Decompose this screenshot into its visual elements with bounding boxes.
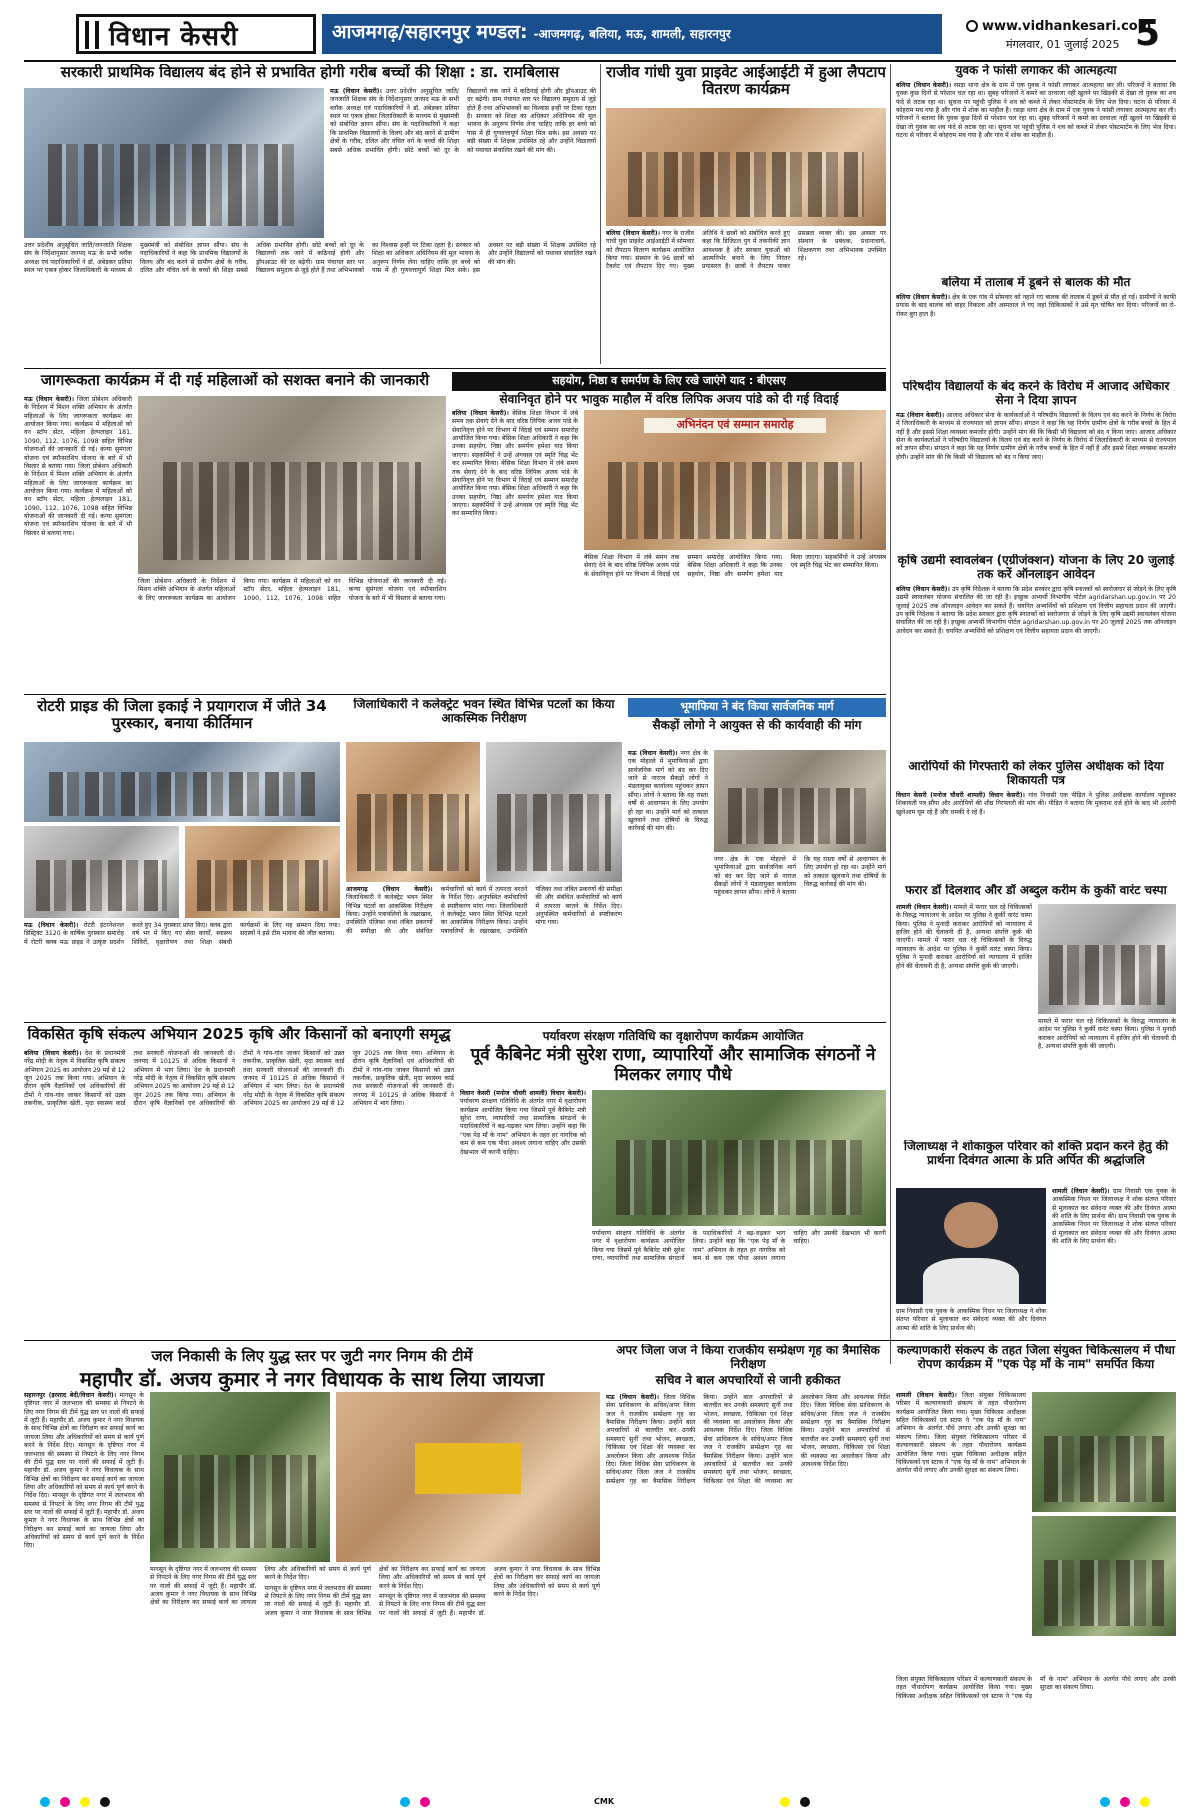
body-text: जिला संयुक्त चिकित्सालय परिसर में कल्याणकारी संकल्प के तहत पौधारोपण कार्यक्रम आयोजित किया गया। मुख्य चिकित्सा अधीक्षक सहित चिकित्सकों एवं स्टाफ ने "एक पेड़ माँ के नाम" अभियान के अंतर्गत पौधे लगाए और उनकी सुरक्षा का संकल्प लिया। — [896, 1433, 1027, 1475]
photo-plantation — [592, 1090, 886, 1226]
photo-award-hall — [24, 742, 340, 822]
body-text: जिला विधिक सेवा प्राधिकरण के सचिव/अपर जिला जज ने राजकीय सम्प्रेक्षण गृह का त्रैमासिक निरीक्षण किया। उन्होंने बाल अपचारियों से बातचीत कर उनकी समस्याएं सुनीं तथा भोजन, स्वच्छता, चिकित्सा एवं शिक्षा की व्यवस्था का अवलोकन किया और आवश्यक निर्देश दिए। — [800, 1402, 890, 1468]
story-condolence — [896, 1140, 1176, 1340]
story-body — [24, 1392, 144, 1788]
print-registration-strip — [0, 1795, 1200, 1811]
issue-date: मंगलवार, 01 जुलाई 2025 — [1006, 38, 1120, 51]
story-arrest-demand — [896, 760, 1176, 880]
body-text: ग्राम निवासी एक युवक के आकस्मिक निधन पर जिलाध्यक्ष ने शोक संतप्त परिवार से मुलाकात कर संवेदना व्यक्त की और दिवंगत आत्मा की शांति के लिए प्रार्थना की। — [1052, 1213, 1176, 1246]
byline: शामली (विधान केसरी)। — [1052, 1188, 1110, 1195]
cyan-mark-icon — [400, 1797, 410, 1807]
masthead — [60, 14, 1160, 56]
story-body — [460, 1090, 586, 1336]
photo-excavator — [336, 1392, 600, 1562]
headline: सरकारी प्राथमिक विद्यालय बंद होने से प्रभावित होगी गरीब बच्चों की शिक्षा : डा. रामबिलास — [60, 64, 560, 81]
body-text: जिला संयुक्त चिकित्सालय परिसर में कल्याणकारी संकल्प के तहत पौधारोपण कार्यक्रम आयोजित किया गया। मुख्य चिकित्सा अधीक्षक सहित चिकित्सकों एवं स्टाफ ने "एक पेड़ माँ के नाम" अभियान के अंतर्गत पौधे लगाए और उनकी सुरक्षा का संकल्प लिया। — [896, 1676, 1176, 1700]
story-body-continued — [138, 578, 446, 690]
page-number: 5 — [1135, 13, 1161, 54]
story-body — [24, 1050, 454, 1336]
byline: शामली (विधान केसरी)। — [896, 904, 952, 911]
column-rule — [890, 64, 891, 1364]
story-dm-inspection — [346, 698, 622, 1018]
body-text: मानसून के दृष्टिगत नगर में जलभराव की समस्या से निपटने के लिए नगर निगम की टीमें युद्ध स्तर पर नालों की सफाई में जुटी हैं। महापौर डॉ. अजय कुमार ने नगर विधायक के साथ विभिन्न क्षेत्रों का निरीक्षण कर सफाई कार्य का जायजा लिया और अधिकारियों को समय से कार्य पूर्ण करने के निर्देश दिए। — [24, 1392, 144, 1450]
story-judge-inspection — [606, 1344, 890, 1788]
website-label: www.vidhankesari.com — [982, 19, 1152, 34]
story-body — [896, 294, 1176, 376]
headline: विकसित कृषि संकल्प अभियान 2025 कृषि और किसानों को बनाएगी समृद्ध — [27, 1026, 451, 1043]
magenta-mark-icon — [60, 1797, 70, 1807]
kicker: भूमाफिया ने बंद किया सार्वजनिक मार्ग — [628, 698, 886, 717]
story-body — [452, 410, 578, 690]
kicker: पर्यावरण संरक्षण गतिविधि का वृक्षारोपण कार्यक्रम आयोजित — [542, 1029, 804, 1043]
body-text: पर्यावरण संरक्षण गतिविधि के अंतर्गत नगर में वृक्षारोपण कार्यक्रम आयोजित किया गया जिसमें पूर्व कैबिनेट मंत्री सुरेश राणा, व्यापारियों तथा सामाजिक संगठनों के पदाधिकारियों ने बढ़-चढ़कर भाग लिया। उन्होंने कहा कि "एक पेड़ माँ के नाम" अभियान के तहत हर नागरिक को कम से कम एक पौधा अवश्य लगाना चाहिए और उसकी देखभाल भी करनी चाहिए। — [592, 1230, 886, 1263]
byline: आजमगढ़ (विधान केसरी)। — [346, 886, 433, 893]
website[interactable] — [966, 18, 1151, 36]
yellow-mark-icon — [780, 1797, 790, 1807]
story-drainage — [24, 1344, 600, 1788]
byline: मऊ (विधान केसरी)। — [896, 412, 945, 419]
photo-felicitation — [584, 410, 886, 550]
yellow-mark-icon — [1140, 1797, 1150, 1807]
headline: कृषि उद्यमी स्वावलंबन (एग्रीजंक्शन) योजना के लिए 20 जुलाई तक करें ऑनलाइन आवेदन — [897, 554, 1175, 581]
black-mark-icon — [100, 1797, 110, 1807]
body-text: मामले में फरार चल रहे चिकित्सकों के विरुद्ध न्यायालय के आदेश पर पुलिस ने कुर्की वारंट चस्पा किया। पुलिस ने मुनादी कराकर आरोपियों को न्यायालय में हाजिर होने की चेतावनी दी है, अन्यथा संपत्ति कुर्क की जाएगी। — [896, 937, 1033, 970]
headline: युवक ने फांसी लगाकर की आत्महत्या — [955, 64, 1117, 77]
story-women-awareness — [24, 372, 446, 690]
portrait-photo — [896, 1188, 1046, 1304]
body-text: बेसिक शिक्षा विभाग में लंबे समय तक सेवाएं देने के बाद वरिष्ठ लिपिक अजय पांडे के सेवानिवृत्त होने पर विभाग में विदाई एवं सम्मान समारोह आयोजित किया गया। बेसिक शिक्षा अधिकारी ने कहा कि उनका सहयोग, निष्ठा और समर्पण हमेशा याद किया जाएगा। सहकर्मियों ने उन्हें अंगवस्त्र एवं स्मृति चिह्न भेंट कर सम्मानित किया। — [452, 410, 578, 468]
story-blocked-road — [628, 698, 886, 1018]
byline: बलिया (विधान केसरी)। — [896, 294, 950, 301]
story-body — [606, 230, 886, 364]
byline: मऊ (विधान केसरी)। — [606, 1394, 659, 1401]
story-body — [896, 904, 1032, 1134]
story-body — [1052, 1188, 1176, 1340]
headline: जागरूकता कार्यक्रम में दी गई महिलाओं को सशक्त बनाने की जानकारी — [40, 372, 430, 389]
headline: कल्याणकारी संकल्प के तहत जिला संयुक्त चिकित्सालय में पौधा रोपण कार्यक्रम में "एक पेड़ माँ के नाम" समर्पित किया — [897, 1344, 1175, 1371]
body-text: मानसून के दृष्टिगत नगर में जलभराव की समस्या से निपटने के लिए नगर निगम की टीमें युद्ध स्तर पर नालों की सफाई में जुटी हैं। महापौर डॉ. अजय कुमार ने नगर विधायक के साथ विभिन्न क्षेत्रों का निरीक्षण कर सफाई कार्य का जायजा लिया और अधिकारियों को समय से कार्य पूर्ण करने के निर्देश दिए। — [264, 1566, 486, 1617]
byline: मऊ (विधान केसरी)। — [330, 88, 382, 95]
photo-police — [1038, 904, 1176, 1014]
story-body-continued — [896, 1308, 1046, 1340]
body-text: जिलाधिकारी ने कलेक्ट्रेट भवन स्थित विभिन्न पटलों का आकस्मिक निरीक्षण किया। उन्होंने पत्रावलियों के रखरखाव, उपस्थिति पंजिका तथा लंबित प्रकरणों की समीक्षा की और संबंधित कर्मचारियों को कार्य में तत्परता बरतने के निर्देश दिए। अनुपस्थित कर्मचारियों से स्पष्टीकरण मांगा गया। — [440, 886, 622, 935]
story-body — [896, 1392, 1026, 1672]
region-banner — [322, 14, 942, 54]
body-text: बेसिक शिक्षा विभाग में लंबे समय तक सेवाएं देने के बाद वरिष्ठ लिपिक अजय पांडे के सेवानिवृत्त होने पर विभाग में विदाई एवं सम्मान समारोह आयोजित किया गया। बेसिक शिक्षा अधिकारी ने कहा कि उनका सहयोग, निष्ठा और समर्पण हमेशा याद किया जाएगा। सहकर्मियों ने उन्हें अंगवस्त्र एवं स्मृति चिह्न भेंट कर सम्मानित किया। — [452, 460, 578, 518]
body-text: उप कृषि निदेशक ने बताया कि प्रदेश सरकार द्वारा कृषि स्नातकों को स्वरोजगार से जोड़ने के लिए कृषि उद्यमी स्वावलंबन योजना संचालित की जा रही है। इच्छुक अभ्यर्थी विभागीय पोर्टल agridarshan.up.gov.in पर 20 जुलाई 2025 तक ऑनलाइन आवेदन कर सकते हैं। चयनित अभ्यर्थियों को प्रशिक्षण एवं वित्तीय सहायता प्रदान की जाएगी। — [896, 611, 1176, 635]
body-text: मानसून के दृष्टिगत नगर में जलभराव की समस्या से निपटने के लिए नगर निगम की टीमें युद्ध स्तर पर नालों की सफाई में जुटी हैं। महापौर डॉ. अजय कुमार ने नगर विधायक के साथ विभिन्न क्षेत्रों का निरीक्षण कर सफाई कार्य का जायजा लिया और अधिकारियों को समय से कार्य पूर्ण करने के निर्देश दिए। — [150, 1566, 371, 1607]
photo-inspection-1 — [346, 742, 480, 882]
photo-laptop-event — [606, 108, 886, 226]
headline: जिलाध्यक्ष ने शोकाकुल परिवार को शक्ति प्रदान करने हेतु की प्रार्थना दिवंगत आत्मा के प्रति अर्पित की श्रद्धांजलि — [903, 1140, 1169, 1167]
story-retirement-farewell — [452, 372, 886, 690]
byline: सहारनपुर (इरशाद बेदी/विधान केसरी)। — [24, 1392, 117, 1399]
story-body — [24, 396, 132, 690]
story-agri-campaign — [24, 1026, 454, 1336]
story-body-continued — [1038, 1018, 1176, 1134]
byline: विधान केसरी (मनोज चौधरी शामली) विधान केसरी)। — [460, 1090, 586, 1097]
body-text: देश के प्रधानमंत्री नरेंद्र मोदी के नेतृत्व में विकसित कृषि संकल्प अभियान 2025 का आयोजन 29 मई से 12 जून 2025 तक किया गया। अभियान के दौरान कृषि वैज्ञानिकों एवं अधिकारियों की टीमों ने गांव-गांव जाकर किसानों को उन्नत तकनीक, प्राकृतिक खेती, मृदा स्वास्थ्य कार्ड तथा सरकारी योजनाओं की जानकारी दी। जनपद में 10125 से अधिक किसानों ने अभियान में भाग लिया। — [243, 1050, 454, 1108]
body-text: आजाद अधिकार सेना के कार्यकर्ताओं ने परिषदीय विद्यालयों के विलय एवं बंद करने के निर्णय के विरोध में जिलाधिकारी के माध्यम से राज्यपाल को ज्ञापन सौंपा। संगठन ने कहा कि यह निर्णय ग्रामीण क्षेत्रों के गरीब बच्चों के हित में नहीं है और इससे शिक्षा व्यवस्था कमजोर होगी। उन्होंने मांग की कि किसी भी विद्यालय को बंद न किया जाए। — [896, 412, 1176, 436]
story-body — [896, 792, 1176, 880]
body-text: देश के प्रधानमंत्री नरेंद्र मोदी के नेतृत्व में विकसित कृषि संकल्प अभियान 2025 का आयोजन 29 मई से 12 जून 2025 तक किया गया। अभियान के दौरान कृषि वैज्ञानिकों एवं अधिकारियों की टीमों ने गांव-गांव जाकर किसानों को उन्नत तकनीक, प्राकृतिक खेती, मृदा स्वास्थ्य कार्ड तथा सरकारी योजनाओं की जानकारी दी। जनपद में 10125 से अधिक किसानों ने अभियान में भाग लिया। — [24, 1050, 235, 1108]
divider — [24, 1340, 1176, 1341]
body-text: बेसिक शिक्षा विभाग में लंबे समय तक सेवाएं देने के बाद वरिष्ठ लिपिक अजय पांडे के सेवानिवृत्त होने पर विभाग में विदाई एवं सम्मान समारोह आयोजित किया गया। बेसिक शिक्षा अधिकारी ने कहा कि उनका सहयोग, निष्ठा और समर्पण हमेशा याद किया जाएगा। सहकर्मियों ने उन्हें अंगवस्त्र एवं स्मृति चिह्न भेंट कर सम्मानित किया। — [584, 554, 886, 578]
newspaper-title: विधान केसरी — [109, 22, 239, 52]
photo-award-2 — [185, 826, 340, 918]
body-text: जिलाधिकारी ने कलेक्ट्रेट भवन स्थित विभिन्न पटलों का आकस्मिक निरीक्षण किया। उन्होंने पत्रावलियों के रखरखाव, उपस्थिति पंजिका तथा लंबित प्रकरणों की समीक्षा की और संबंधित कर्मचारियों को कार्य में तत्परता बरतने के निर्देश दिए। अनुपस्थित कर्मचारियों से स्पष्टीकरण मांगा गया। — [346, 886, 528, 935]
headline: सेवानिवृत होने पर भावुक माहौल में वरिष्ठ लिपिक अजय पांडे को दी गई विदाई — [499, 391, 839, 406]
byline: मऊ (विधान केसरी)। — [24, 396, 74, 403]
story-body-continued — [592, 1230, 886, 1336]
body-text: उप कृषि निदेशक ने बताया कि प्रदेश सरकार द्वारा कृषि स्नातकों को स्वरोजगार से जोड़ने के लिए कृषि उद्यमी स्वावलंबन योजना संचालित की जा रही है। इच्छुक अभ्यर्थी विभागीय पोर्टल agridarshan.up.gov.in पर 20 जुलाई 2025 तक ऑनलाइन आवेदन कर सकते हैं। चयनित अभ्यर्थियों को प्रशिक्षण एवं वित्तीय सहायता प्रदान की जाएगी। — [896, 586, 1176, 610]
headline: पूर्व कैबिनेट मंत्री सुरेश राणा, व्यापारियों और सामाजिक संगठनों ने मिलकर लगाए पौधे — [470, 1045, 876, 1085]
story-hospital-plantation — [896, 1344, 1176, 1788]
cyan-mark-icon — [1100, 1797, 1110, 1807]
body-text: मानसून के दृष्टिगत नगर में जलभराव की समस्या से निपटने के लिए नगर निगम की टीमें युद्ध स्तर पर नालों की सफाई में जुटी हैं। महापौर डॉ. अजय कुमार ने नगर विधायक के साथ विभिन्न क्षेत्रों का निरीक्षण कर सफाई कार्य का जायजा लिया और अधिकारियों को समय से कार्य पूर्ण करने के निर्देश दिए। — [24, 1492, 144, 1550]
body-text: आजाद अधिकार सेना के कार्यकर्ताओं ने परिषदीय विद्यालयों के विलय एवं बंद करने के निर्णय के विरोध में जिलाधिकारी के माध्यम से राज्यपाल को ज्ञापन सौंपा। संगठन ने कहा कि यह निर्णय ग्रामीण क्षेत्रों के गरीब बच्चों के हित में नहीं है और इससे शिक्षा व्यवस्था कमजोर होगी। उन्होंने मांग की कि किसी भी विद्यालय को बंद न किया जाए। — [896, 428, 1176, 461]
headline: परिषदीय विद्यालयों के बंद करने के विरोध में आजाद अधिकार सेना ने दिया ज्ञापन — [902, 380, 1170, 407]
cyan-mark-icon — [40, 1797, 50, 1807]
subheadline: सचिव ने बाल अपचारियों से जानी हकीकत — [655, 1373, 841, 1387]
cmk-label: CMK — [594, 1797, 615, 1806]
headline: रोटरी प्राइड की जिला इकाई ने प्रयागराज में जीते 34 पुरस्कार, बनाया कीर्तिमान — [37, 698, 327, 733]
headline: आरोपियों की गिरफ्तारी को लेकर पुलिस अधीक्षक को दिया शिकायती पत्र — [908, 760, 1164, 787]
body-text: देश के प्रधानमंत्री नरेंद्र मोदी के नेतृत्व में विकसित कृषि संकल्प अभियान 2025 का आयोजन 29 मई से 12 जून 2025 तक किया गया। अभियान के दौरान कृषि वैज्ञानिकों एवं अधिकारियों की टीमों ने गांव-गांव जाकर किसानों को उन्नत तकनीक, प्राकृतिक खेती, मृदा स्वास्थ्य कार्ड तथा सरकारी योजनाओं की जानकारी दी। जनपद में 10125 से अधिक किसानों ने अभियान में भाग लिया। — [133, 1050, 345, 1108]
headline: सैकड़ों लोगो ने आयुक्त से की कार्यवाही की मांग — [652, 717, 862, 732]
column-rule — [600, 64, 601, 364]
body-text: पर्यावरण संरक्षण गतिविधि के अंतर्गत नगर में वृक्षारोपण कार्यक्रम आयोजित किया गया जिसमें पूर्व कैबिनेट मंत्री सुरेश राणा, व्यापारियों तथा सामाजिक संगठनों के पदाधिकारियों ने बढ़-चढ़कर भाग लिया। उन्होंने कहा कि "एक पेड़ माँ के नाम" अभियान के तहत हर नागरिक को कम से कम एक पौधा अवश्य लगाना चाहिए और उसकी देखभाल भी करनी चाहिए। — [460, 1098, 586, 1156]
newspaper-logo — [76, 14, 316, 54]
story-tree-plantation — [460, 1026, 886, 1336]
magenta-mark-icon — [1120, 1797, 1130, 1807]
region-districts: -आजमगढ़, बलिया, मऊ, शामली, सहारनपुर — [533, 27, 731, 41]
divider — [24, 60, 1176, 62]
kicker: सहयोग, निष्ठा व समर्पण के लिए रखे जाएंगे याद : बीएसए — [452, 372, 886, 391]
story-school-merger-protest — [896, 380, 1176, 550]
photo-awareness-program — [138, 396, 446, 574]
story-suicide — [896, 64, 1176, 274]
story-body — [346, 886, 622, 1018]
body-text: नगर क्षेत्र के एक मोहल्ले में भूमाफियाओं द्वारा सार्वजनिक मार्ग को बंद कर दिए जाने से नाराज सैकड़ों लोगों ने मंडलायुक्त कार्यालय पहुंचकर ज्ञापन सौंपा। लोगों ने बताया कि यह रास्ता वर्षों से आवागमन के लिए उपयोग हो रहा था। उन्होंने मार्ग को तत्काल खुलवाने तथा दोषियों के विरुद्ध कार्रवाई की मांग की। — [628, 750, 708, 833]
body-text: मामले में फरार चल रहे चिकित्सकों के विरुद्ध न्यायालय के आदेश पर पुलिस ने कुर्की वारंट चस्पा किया। पुलिस ने मुनादी कराकर आरोपियों को न्यायालय में हाजिर होने की चेतावनी दी है, अन्यथा संपत्ति कुर्क की जाएगी। — [1038, 1018, 1176, 1051]
body-text: ग्राम निवासी एक युवक के आकस्मिक निधन पर जिलाध्यक्ष ने शोक संतप्त परिवार से मुलाकात कर संवेदना व्यक्त की और दिवंगत आत्मा की शांति के लिए प्रार्थना की। — [1052, 1188, 1176, 1221]
photo-inspection-2 — [486, 742, 622, 882]
yellow-mark-icon — [80, 1797, 90, 1807]
story-body — [330, 88, 596, 238]
black-mark-icon — [800, 1797, 810, 1807]
headline: जिलाधिकारी ने कलेक्ट्रेट भवन स्थित विभिन्न पटलों का किया आकस्मिक निरीक्षण — [353, 698, 615, 725]
body-text: मामले में फरार चल रहे चिकित्सकों के विरुद्ध न्यायालय के आदेश पर पुलिस ने कुर्की वारंट चस्पा किया। पुलिस ने मुनादी कराकर आरोपियों को न्यायालय में हाजिर होने की चेतावनी दी है, अन्यथा संपत्ति कुर्क की जाएगी। — [896, 904, 1032, 945]
body-text: नगर क्षेत्र के एक मोहल्ले में भूमाफियाओं द्वारा सार्वजनिक मार्ग को बंद कर दिए जाने से नाराज सैकड़ों लोगों ने मंडलायुक्त कार्यालय पहुंचकर ज्ञापन सौंपा। लोगों ने बताया कि यह रास्ता वर्षों से आवागमन के लिए उपयोग हो रहा था। उन्होंने मार्ग को तत्काल खुलवाने तथा दोषियों के विरुद्ध कार्रवाई की मांग की। — [714, 856, 886, 897]
divider — [24, 1022, 886, 1023]
body-text: जिला विधिक सेवा प्राधिकरण के सचिव/अपर जिला जज ने राजकीय सम्प्रेक्षण गृह का त्रैमासिक निरीक्षण किया। उन्होंने बाल अपचारियों से बातचीत कर उनकी समस्याएं सुनीं तथा भोजन, स्वच्छता, चिकित्सा एवं शिक्षा की व्यवस्था का अवलोकन किया और आवश्यक निर्देश दिए। — [606, 1394, 793, 1485]
body-text: रसड़ा थाना क्षेत्र के ग्राम में एक युवक ने फांसी लगाकर आत्महत्या कर ली। परिजनों ने बताया कि युवक कुछ दिनों से परेशान चल रहा था। सुबह परिजनों ने कमरे का दरवाजा नहीं खुलने पर खिड़की से देखा तो युवक का शव फंदे से लटक रहा था। सूचना पर पहुंची पुलिस ने शव को कब्जे में लेकर पोस्टमार्टम के लिए भेज दिया। घटना से परिवार में कोहराम मच गया है और गांव में शोक का माहौल है। — [896, 82, 1176, 115]
body-text: उत्तर प्रदेशीय अनुसूचित जाति/जनजाति शिक्षक संघ के निर्देशानुसार जनपद मऊ के सभी ब्लॉक अध्यक्ष एवं पदाधिकारियों ने डॉ. अंबेडकर प्रतिमा स्थल पर एकत्र होकर जिलाधिकारी के माध्यम से मुख्यमंत्री को संबोधित ज्ञापन सौंपा। संघ के पदाधिकारियों ने कहा कि प्राथमिक विद्यालयों के विलय और बंद करने से ग्रामीण क्षेत्रों के गरीब, दलित और वंचित वर्ग के बच्चों की शिक्षा सबसे अधिक प्रभावित होगी। छोटे बच्चों को दूर के विद्यालयों तक जाने में कठिनाई होगी और ड्रॉपआउट की दर बढ़ेगी। ग्राम पंचायत स्तर पर विद्यालय समुदाय से जुड़े होते हैं तथा अभिभावकों का विश्वास इन्हीं पर टिका रहता है। सरकार को शिक्षा का अधिकार अधिनियम की मूल भावना के अनुरूप निर्णय लेना चाहिए ताकि हर बच्चे को पास में ही गुणवत्तापूर्ण शिक्षा मिल सके। इस अवसर पर बड़ी संख्या में शिक्षक उपस्थित रहे और उन्होंने विद्यालयों को यथावत संचालित रखने की मांग की। — [24, 242, 596, 275]
body-text: गांव निवासी एक पीड़ित ने पुलिस अधीक्षक कार्यालय पहुंचकर शिकायती पत्र सौंपा और आरोपियों की शीघ्र गिरफ्तारी की मांग की। पीड़ित ने बताया कि मुकदमा दर्ज होने के बाद भी आरोपी खुलेआम घूम रहे हैं और धमकी दे रहे हैं। — [896, 792, 1176, 816]
photo-protest — [714, 750, 886, 852]
story-body-continued — [150, 1566, 600, 1788]
region-title: आजमगढ़/सहारनपुर मण्डल: — [332, 21, 528, 43]
headline: महापौर डॉ. अजय कुमार ने नगर विधायक के साथ लिया जायजा — [79, 1367, 545, 1392]
byline: मऊ (विधान केसरी)। — [24, 922, 79, 929]
byline: बलिया (विधान केसरी)। — [896, 82, 952, 89]
magenta-mark-icon — [420, 1797, 430, 1807]
headline: राजीव गांधी युवा प्राइवेट आईआईटी में हुआ लैपटाप वितरण कार्यक्रम — [606, 64, 886, 99]
excavator-icon — [415, 1443, 521, 1494]
body-text: जिला प्रोबेशन अधिकारी के निर्देशन में मिशन शक्ति अभियान के अंतर्गत महिलाओं के लिए जागरूकता कार्यक्रम का आयोजन किया गया। कार्यक्रम में महिलाओं को वन स्टॉप सेंटर, महिला हेल्पलाइन 181, 1090, 112, 1076, 1098 सहित विभिन्न योजनाओं की जानकारी दी गई। कन्या सुमंगला योजना एवं स्पॉन्सरशिप योजना के बारे में भी विस्तार से बताया गया। — [138, 578, 446, 602]
body-text: रसड़ा थाना क्षेत्र के ग्राम में एक युवक ने फांसी लगाकर आत्महत्या कर ली। परिजनों ने बताया कि युवक कुछ दिनों से परेशान चल रहा था। सुबह परिजनों ने कमरे का दरवाजा नहीं खुलने पर खिड़की से देखा तो युवक का शव फंदे से लटक रहा था। सूचना पर पहुंची पुलिस ने शव को कब्जे में लेकर पोस्टमार्टम के लिए भेज दिया। घटना से परिवार में कोहराम मच गया है और गांव में शोक का माहौल है। — [896, 107, 1176, 140]
body-text: रोटरी इंटरनेशनल डिस्ट्रिक्ट 3120 के वार्षिक पुरस्कार समारोह में रोटरी क्लब मऊ प्राइड ने उत्कृष्ट प्रदर्शन करते हुए 34 पुरस्कार प्राप्त किए। क्लब द्वारा वर्ष भर में किए गए सेवा कार्यों, स्वास्थ्य शिविरों, वृक्षारोपण तथा शिक्षा संबंधी कार्यक्रमों के लिए यह सम्मान दिया गया। सदस्यों ने इसे टीम भावना की जीत बताया। — [24, 922, 340, 946]
body-text: मानसून के दृष्टिगत नगर में जलभराव की समस्या से निपटने के लिए नगर निगम की टीमें युद्ध स्तर पर नालों की सफाई में जुटी हैं। महापौर डॉ. अजय कुमार ने नगर विधायक के साथ विभिन्न क्षेत्रों का निरीक्षण कर सफाई कार्य का जायजा लिया और अधिकारियों को समय से कार्य पूर्ण करने के निर्देश दिए। — [379, 1566, 600, 1617]
body-text: ग्राम निवासी एक युवक के आकस्मिक निधन पर जिलाध्यक्ष ने शोक संतप्त परिवार से मुलाकात कर संवेदना व्यक्त की और दिवंगत आत्मा की शांति के लिए प्रार्थना की। — [896, 1308, 1046, 1332]
byline: बलिया (विधान केसरी)। — [452, 410, 509, 417]
story-body-continued — [714, 856, 886, 1018]
body-text: क्षेत्र के एक गांव में सोमवार को नहाने गए बालक की तालाब में डूबने से मौत हो गई। ग्रामीणों ने काफी प्रयास के बाद बालक को बाहर निकाला और अस्पताल ले गए जहां चिकित्सकों ने उसे मृत घोषित कर दिया। परिजनों का रो-रोकर बुरा हाल है। — [896, 294, 1176, 318]
story-body — [628, 750, 708, 1018]
byline: विधान केसरी (मनोज चौधरी शामली) विधान केसरी)। — [896, 792, 1025, 799]
story-body-continued — [584, 554, 886, 690]
byline: मऊ (विधान केसरी)। — [628, 750, 678, 757]
body-text: जिला प्रोबेशन अधिकारी के निर्देशन में मिशन शक्ति अभियान के अंतर्गत महिलाओं के लिए जागरूकता कार्यक्रम का आयोजन किया गया। कार्यक्रम में महिलाओं को वन स्टॉप सेंटर, महिला हेल्पलाइन 181, 1090, 112, 1076, 1098 सहित विभिन्न योजनाओं की जानकारी दी गई। कन्या सुमंगला योजना एवं स्पॉन्सरशिप योजना के बारे में भी विस्तार से बताया गया। — [24, 462, 132, 537]
byline: बलिया (विधान केसरी)। — [606, 230, 660, 237]
story-agri-junction — [896, 554, 1176, 754]
body-text: जिला विधिक सेवा प्राधिकरण के सचिव/अपर जिला जज ने राजकीय सम्प्रेक्षण गृह का त्रैमासिक निरीक्षण किया। उन्होंने बाल अपचारियों से बातचीत कर उनकी समस्याएं सुनीं तथा भोजन, स्वच्छता, चिकित्सा एवं शिक्षा की व्यवस्था का अवलोकन किया और आवश्यक निर्देश दिए। — [703, 1394, 890, 1485]
logo-bars-icon — [85, 21, 99, 49]
body-text: उत्तर प्रदेशीय अनुसूचित जाति/जनजाति शिक्षक संघ के निर्देशानुसार जनपद मऊ के सभी ब्लॉक अध्यक्ष एवं पदाधिकारियों ने डॉ. अंबेडकर प्रतिमा स्थल पर एकत्र होकर जिलाधिकारी के माध्यम से मुख्यमंत्री को संबोधित ज्ञापन सौंपा। संघ के पदाधिकारियों ने कहा कि प्राथमिक विद्यालयों के विलय और बंद करने से ग्रामीण क्षेत्रों के गरीब, दलित और वंचित वर्ग के बच्चों की शिक्षा सबसे अधिक प्रभावित होगी। छोटे बच्चों को दूर के विद्यालयों तक जाने में कठिनाई होगी और ड्रॉपआउट की दर बढ़ेगी। ग्राम पंचायत स्तर पर विद्यालय समुदाय से जुड़े होते हैं तथा अभिभावकों का विश्वास इन्हीं पर टिका रहता है। सरकार को शिक्षा का अधिकार अधिनियम की मूल भावना के अनुरूप निर्णय लेना चाहिए ताकि हर बच्चे को पास में ही गुणवत्तापूर्ण शिक्षा मिल सके। इस अवसर पर बड़ी संख्या में शिक्षक उपस्थित रहे और उन्होंने विद्यालयों को यथावत संचालित रखने की मांग की। — [330, 88, 596, 154]
story-body — [896, 82, 1176, 274]
story-school-closure — [24, 64, 596, 364]
headline: अपर जिला जज ने किया राजकीय सम्प्रेक्षण गृह का त्रैमासिक निरीक्षण — [616, 1344, 880, 1371]
photo-hospital-2 — [1032, 1516, 1176, 1636]
globe-icon — [966, 20, 978, 32]
divider — [24, 694, 886, 695]
story-body-continued — [896, 1676, 1176, 1788]
story-laptop-distribution — [606, 64, 886, 364]
headline: बलिया में तालाब में डूबने से बालक की मौत — [941, 276, 1131, 289]
body-text: नगर के राजीव गांधी युवा प्राइवेट आईआईटी में सोमवार को लैपटाप वितरण कार्यक्रम आयोजित किया गया। संस्थान के 96 छात्रों को टैबलेट एवं लैपटाप दिए गए। मुख्य अतिथि ने छात्रों को संबोधित करते हुए कहा कि डिजिटल युग में तकनीकी ज्ञान आवश्यक है और सरकार युवाओं को आत्मनिर्भर बनाने के लिए निरंतर प्रयासरत है। छात्रों ने लैपटाप पाकर प्रसन्नता व्यक्त की। इस अवसर पर संस्थान के प्रबंधक, प्रधानाचार्य, शिक्षकगण तथा अभिभावक उपस्थित रहे। — [606, 230, 886, 271]
byline: शामली (विधान केसरी)। — [896, 1392, 957, 1399]
headline: फरार डॉ दिलशाद और डॉ अब्दुल करीम के कुर्की वारंट चस्पा — [905, 884, 1167, 897]
kicker: जल निकासी के लिए युद्ध स्तर पर जुटी नगर निगम की टीमें — [151, 1347, 473, 1365]
photo-hospital-1 — [1032, 1392, 1176, 1512]
story-body — [896, 412, 1176, 550]
byline: बलिया (विधान केसरी)। — [896, 586, 950, 593]
divider — [24, 368, 886, 369]
story-drowning — [896, 276, 1176, 376]
story-body — [896, 586, 1176, 754]
banner-caption: अभिनंदन एवं सम्मान समारोह — [644, 418, 825, 433]
body-text: जिला प्रोबेशन अधिकारी के निर्देशन में मिशन शक्ति अभियान के अंतर्गत महिलाओं के लिए जागरूकता कार्यक्रम का आयोजन किया गया। कार्यक्रम में महिलाओं को वन स्टॉप सेंटर, महिला हेल्पलाइन 181, 1090, 112, 1076, 1098 सहित विभिन्न योजनाओं की जानकारी दी गई। कन्या सुमंगला योजना एवं स्पॉन्सरशिप योजना के बारे में भी विस्तार से बताया गया। — [24, 396, 132, 470]
story-body — [606, 1394, 890, 1788]
photo-officials — [150, 1392, 330, 1562]
story-body — [24, 922, 340, 1018]
photo-award-1 — [24, 826, 179, 918]
body-text: मानसून के दृष्टिगत नगर में जलभराव की समस्या से निपटने के लिए नगर निगम की टीमें युद्ध स्तर पर नालों की सफाई में जुटी हैं। महापौर डॉ. अजय कुमार ने नगर विधायक के साथ विभिन्न क्षेत्रों का निरीक्षण कर सफाई कार्य का जायजा लिया और अधिकारियों को समय से कार्य पूर्ण करने के निर्देश दिए। — [24, 1442, 145, 1500]
story-body-continued — [24, 242, 596, 364]
body-text: जिला विधिक सेवा प्राधिकरण के सचिव/अपर जिला जज ने राजकीय सम्प्रेक्षण गृह का त्रैमासिक निरीक्षण किया। उन्होंने बाल अपचारियों से बातचीत कर उनकी समस्याएं सुनीं तथा भोजन, स्वच्छता, चिकित्सा एवं शिक्षा की व्यवस्था का अवलोकन किया और आवश्यक निर्देश दिए। — [606, 1394, 696, 1468]
story-attachment-warrant — [896, 884, 1176, 1134]
photo-memorandum — [24, 88, 324, 238]
byline: बलिया (विधान केसरी)। — [24, 1050, 82, 1057]
story-rotary-awards — [24, 698, 340, 1018]
body-text: जिला संयुक्त चिकित्सालय परिसर में कल्याणकारी संकल्प के तहत पौधारोपण कार्यक्रम आयोजित किया गया। मुख्य चिकित्सा अधीक्षक सहित चिकित्सकों एवं स्टाफ ने "एक पेड़ माँ के नाम" अभियान के अंतर्गत पौधे लगाए और उनकी सुरक्षा का संकल्प लिया। — [896, 1392, 1027, 1441]
